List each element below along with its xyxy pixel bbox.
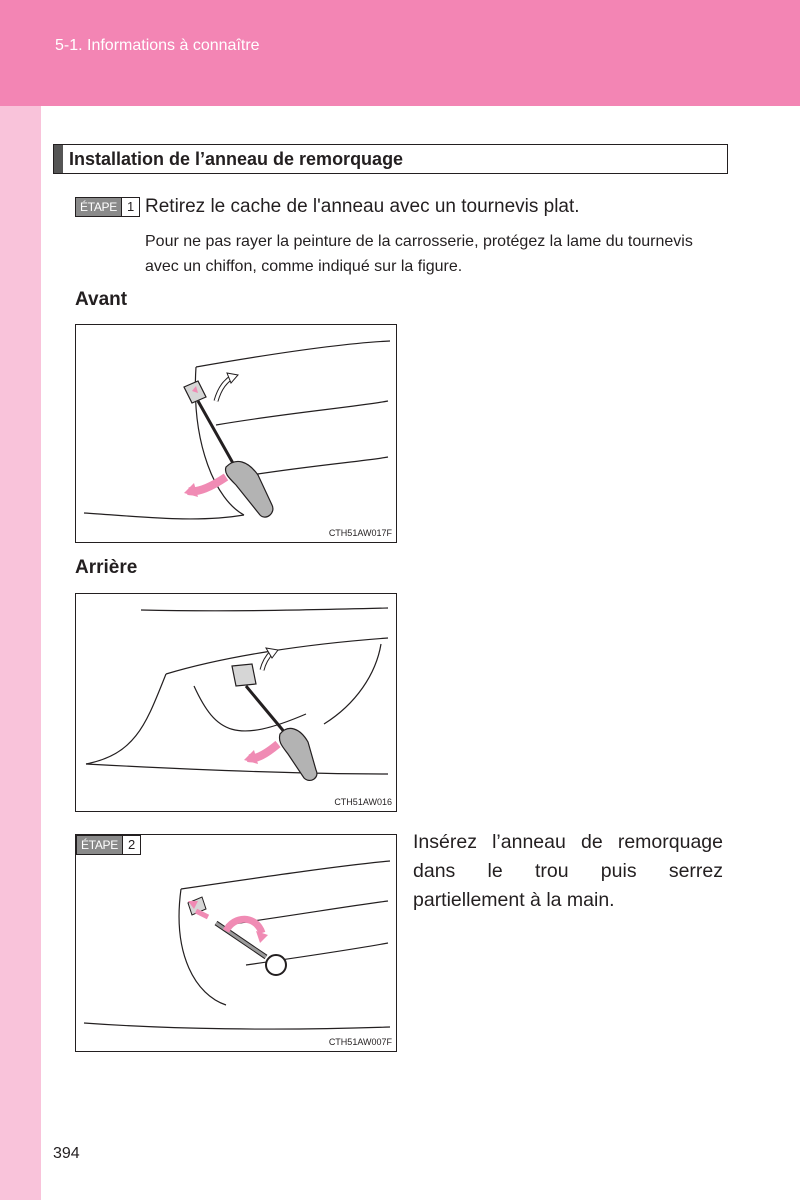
rear-illustration bbox=[76, 594, 397, 812]
step-1-text: Retirez le cache de l'anneau avec un tournevis plat. bbox=[145, 196, 580, 217]
figure-code: CTH51AW017F bbox=[328, 528, 392, 538]
page-number: 394 bbox=[53, 1145, 80, 1162]
step-1-badge bbox=[75, 197, 140, 217]
title-accent-bar bbox=[54, 145, 63, 173]
step-1-note: Pour ne pas rayer la peinture de la carrosserie, protégez la lame du tournevis avec un chiffon, comme indiqué sur la figure. bbox=[145, 233, 693, 275]
ring-figure bbox=[75, 834, 397, 1052]
step-2-badge bbox=[76, 835, 141, 855]
step-number: 1 bbox=[121, 198, 139, 216]
step-2-text: Insérez l’anneau de remorquage dans le trou puis serrez partiellement à la main. bbox=[413, 831, 723, 911]
front-illustration bbox=[76, 325, 397, 543]
section-title: Installation de l’anneau de remorquage bbox=[69, 149, 404, 169]
figure-code: CTH51AW007F bbox=[328, 1037, 392, 1047]
front-figure bbox=[75, 324, 397, 543]
figure-code: CTH51AW016 bbox=[334, 797, 392, 807]
step-number: 2 bbox=[122, 836, 140, 854]
front-label: Avant bbox=[75, 289, 128, 310]
step-word: ÉTAPE bbox=[77, 836, 122, 854]
rear-figure bbox=[75, 593, 397, 812]
section-header: 5-1. Informations à connaître bbox=[55, 37, 260, 54]
section-title-box bbox=[53, 144, 728, 174]
side-band bbox=[0, 106, 41, 1200]
rear-label: Arrière bbox=[75, 557, 138, 578]
ring-illustration bbox=[76, 835, 397, 1052]
step-word: ÉTAPE bbox=[76, 198, 121, 216]
